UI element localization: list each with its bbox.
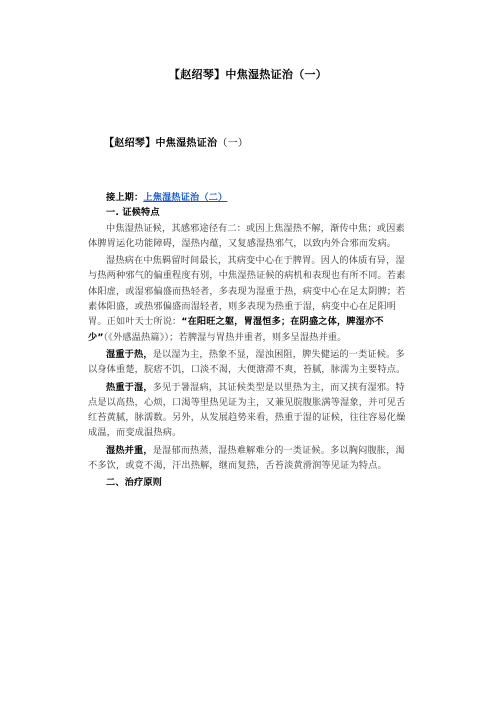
paragraph-4-text: 多见于暑湿病，其证候类型是以里热为主，而又挟有湿邪。特点是以高热，心烦，口渴等里热见证为主，又兼见脘腹胀满等湿象，并可见舌红苔黄腻，脉濡数。另外，从发展趋势来看，热重于湿的证候，往往容易化燥成温，而变成温热病。: [88, 381, 406, 439]
paragraph-3-lead: 湿重于热，: [106, 348, 153, 360]
paragraph-3: [88, 347, 406, 378]
paragraph-5-text: 是湿郁而热蒸，湿热难解难分的一类证候。多以胸闷腹胀，渴不多饮，或竟不渴，汗出热解，继而复热，舌苔淡黄滑润等见证为特点。: [88, 444, 405, 472]
paragraph-5-lead: 湿热并重，: [106, 444, 153, 456]
document-subtitle: [104, 134, 248, 149]
paragraph-4-lead: 热重于湿，: [106, 381, 153, 393]
subtitle-paren: （一）: [217, 138, 249, 149]
document-title: 【赵绍琴】中焦湿热证治（一）: [168, 68, 328, 81]
paragraph-4: [88, 380, 406, 441]
paragraph-3-text: 是以湿为主，热象不显，湿浊困阻，脾失健运的一类证候。多以身体重楚，脘痞不饥，口淡不渴，大便溏滞不爽，苔腻，脉濡为主要特点。: [88, 348, 406, 376]
paragraph-2-end: （《外感温热篇》）；若脾湿与胃热并重者，则多呈湿热并重。: [103, 331, 347, 343]
section-heading-1: 一. 证候特点: [106, 207, 160, 219]
paragraph-1: 中焦湿热证候，其感邪途径有二：或因上焦湿热不解，渐传中焦；或因素体脾胃运化功能障碍，湿热内蕴，又复感湿热邪气，以致内外合邪而发病。: [88, 222, 405, 249]
paragraph-2: [88, 253, 406, 345]
paragraph-2-start: 湿热病在中焦羁留时间最长，其病变中心在于脾胃。因人的体质有异，湿与热两种邪气的偏重程度有别，中焦湿热证候的病机和表现也有所不同。若素体阳虚，或湿邪偏盛而热轻者，多表现为湿重于热，病变中心在足太阴脾；若素体阳盛，或热邪偏盛而湿轻者，则多表现为热重于湿，病变中心在足阳明胃。正如叶天士所说：: [88, 255, 406, 328]
paragraph-5: [88, 443, 406, 474]
previous-issue-label: 接上期：: [106, 192, 144, 203]
subtitle-text: 【赵绍琴】中焦湿热证治: [104, 138, 218, 149]
article-body: [88, 190, 406, 491]
previous-issue-link[interactable]: 上焦湿热证治（二）: [143, 192, 228, 203]
section-heading-2: 二、治疗原则: [106, 477, 163, 489]
previous-issue-line: [88, 190, 406, 205]
paragraph-2-quote: “在阳旺之躯，胃湿恒多；在阴盛之体，脾湿亦不少”: [88, 316, 384, 343]
